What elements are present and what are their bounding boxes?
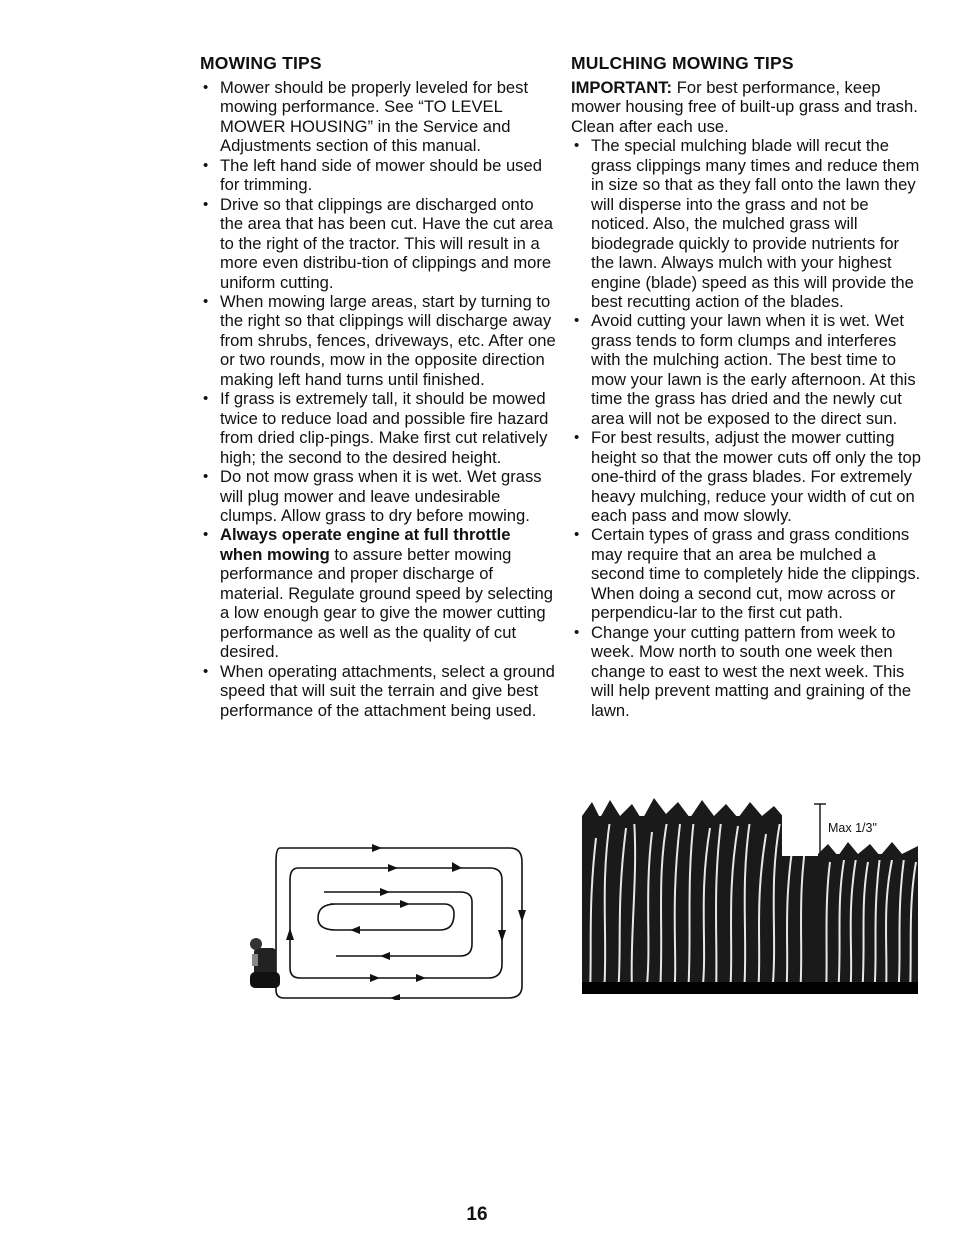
list-item: • The left hand side of mower should be used for trimming. bbox=[200, 156, 556, 195]
list-item: • If grass is extremely tall, it should be mowed twice to reduce load and possible fire hazard from dried clip-pings. Make first cut relatively high; the second to the desired height. bbox=[200, 389, 556, 467]
list-item: • Avoid cutting your lawn when it is wet. Wet grass tends to form clumps and interferes with the mulching action. The best time to mow your lawn is the early afternoon. At this time the grass has dried and the newly cut area will not be exposed to the direct sun. bbox=[571, 311, 921, 428]
max-height-label: Max 1/3" bbox=[828, 821, 877, 835]
mowing-pattern-diagram bbox=[240, 840, 530, 1000]
throttle-text: to assure better mowing performance and proper discharge of material. Regulate ground speed by selecting a low enough gear to give the mower cutting performance as well as the quality of cut desired. bbox=[220, 544, 554, 662]
list-item bbox=[200, 525, 556, 661]
list-item: • Mower should be properly leveled for best mowing performance. See “TO LEVEL MOWER HOUSING” in the Service and Adjustments section of this manual. bbox=[200, 78, 556, 156]
page-number: 16 bbox=[466, 1204, 488, 1225]
mowing-tips-column bbox=[200, 52, 556, 720]
list-item: • Change your cutting pattern from week to week. Mow north to south one week then change to east to west the next week. This will help prevent matting and graining of the lawn. bbox=[571, 623, 921, 720]
important-note bbox=[571, 78, 921, 136]
list-item: • When mowing large areas, start by turning to the right so that clippings will discharge away from shrubs, fences, driveways, etc. After one or two rounds, mow in the opposite direction making left hand turns until finished. bbox=[200, 292, 556, 389]
important-text: For best performance, keep mower housing free of built-up grass and trash. Clean after each use. bbox=[571, 78, 918, 136]
list-item: • When operating attachments, select a ground speed that will suit the terrain and give best performance of the attachment being used. bbox=[200, 662, 556, 720]
mowing-tips-heading: MOWING TIPS bbox=[200, 53, 322, 73]
mulching-tips-list bbox=[571, 136, 921, 720]
list-item: • The special mulching blade will recut the grass clippings many times and reduce them in size so that as they fall onto the lawn they will disperse into the grass and not be noticed. Also, the mulched grass will biodegrade quickly to provide nutrients for the lawn. Always mulch with your highest engine (blade) speed as this will provide the best recutting action of the blades. bbox=[571, 136, 921, 311]
mulching-tips-column bbox=[571, 52, 921, 720]
throttle-bold-text: Always operate engine at full throttle when mowing bbox=[220, 525, 511, 564]
mulching-tips-heading: MULCHING MOWING TIPS bbox=[571, 53, 794, 73]
list-item: • Drive so that clippings are discharged onto the area that has been cut. Have the cut area to the right of the tractor. This will result in a more even distribu-tion of clippings and more uniform cutting. bbox=[200, 195, 556, 292]
list-item: • For best results, adjust the mower cutting height so that the mower cuts off only the top one-third of the grass blades. For extremely heavy mulching, reduce your width of cut on each pass and mow slowly. bbox=[571, 428, 921, 525]
list-item: • Certain types of grass and grass conditions may require that an area be mulched a second time to completely hide the clippings. When doing a second cut, mow across or perpendicu-lar to the first cut path. bbox=[571, 525, 921, 622]
mowing-tips-list bbox=[200, 78, 556, 720]
list-item: • Do not mow grass when it is wet. Wet grass will plug mower and leave undesirable clumps. Allow grass to dry before mowing. bbox=[200, 467, 556, 525]
grass-cutting-illustration bbox=[582, 798, 918, 994]
important-label: IMPORTANT: bbox=[571, 78, 673, 97]
